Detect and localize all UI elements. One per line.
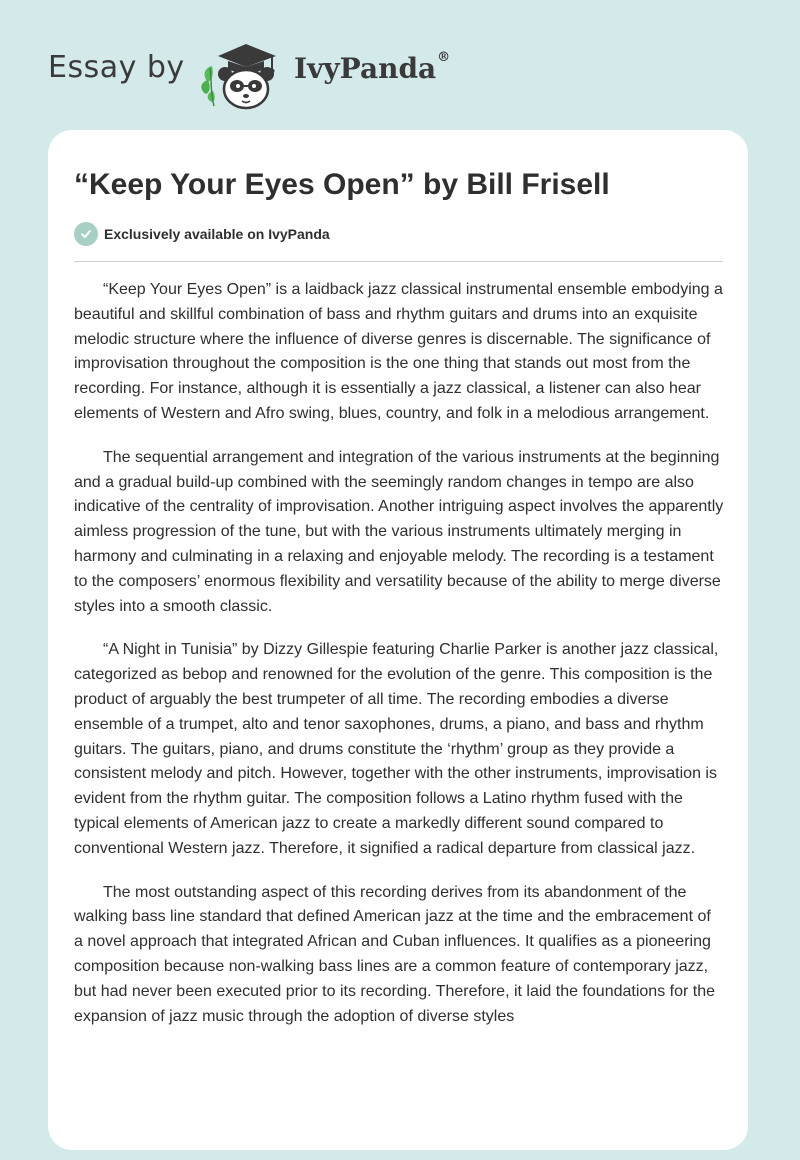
essay-title: “Keep Your Eyes Open” by Bill Frisell: [74, 168, 610, 201]
essay-card: [48, 130, 748, 1150]
exclusive-badge-label: Exclusively available on IvyPanda: [104, 226, 330, 242]
panda-graduation-cap-logo-icon[interactable]: [198, 36, 288, 114]
check-circle-icon: [74, 222, 98, 246]
title-divider: [74, 261, 723, 262]
essay-paragraph: The sequential arrangement and integration of the various instruments at the beginning and a gradual build-up combined with the seemingly random changes in tempo are also indicative of the centrality of improvisation. Another intriguing aspect involves the apparently aimless progression of the tune, but with the various instruments ultimately merging in harmony and culminating in a relaxing and enjoyable melody. The recording is a testament to the composers’ enormous flexibility and versatility because of the ability to merge diverse styles into a smooth classic.: [74, 448, 724, 615]
exclusive-badge: [74, 222, 330, 246]
essay-paragraph: The most outstanding aspect of this recording derives from its abandonment of the walking bass line standard that defined American jazz at the time and the embracement of a novel approach that integrated African and Cuban influences. It qualifies as a pioneering composition because non-walking bass lines are a common feature of contemporary jazz, but had never been executed prior to its recording. Therefore, it laid the foundations for the expansion of jazz music through the adoption of diverse styles: [74, 883, 715, 1025]
brand-name: IvyPanda: [294, 52, 437, 85]
registered-mark: ®: [437, 50, 451, 65]
essay-paragraph: “Keep Your Eyes Open” is a laidback jazz classical instrumental ensemble embodying a beautiful and skillful combination of bass and rhythm guitars and drums into an exquisite melodic structure where the influence of diverse genres is discernable. The significance of improvisation throughout the composition is the one thing that stands out most from the recording. For instance, although it is essentially a jazz classical, a listener can also hear elements of Western and Afro swing, blues, country, and folk in a melodious arrangement.: [74, 281, 723, 422]
brand-logo-text[interactable]: [294, 52, 450, 85]
essay-by-label: Essay by: [48, 50, 185, 85]
essay-body: [74, 278, 724, 1048]
site-header: [0, 0, 800, 130]
essay-paragraph: “A Night in Tunisia” by Dizzy Gillespie featuring Charlie Parker is another jazz classical, categorized as bebop and renowned for the evolution of the genre. This composition is the product of arguably the best trumpeter of all time. The recording embodies a diverse ensemble of a trumpet, alto and tenor saxophones, drums, a piano, and bass and rhythm guitars. The guitars, piano, and drums constitute the ‘rhythm’ group as they provide a consistent melody and pitch. However, together with the other instruments, improvisation is evident from the rhythm guitar. The composition follows a Latino rhythm fused with the typical elements of American jazz to create a markedly different sound compared to conventional Western jazz. Therefore, it signified a radical departure from classical jazz.: [74, 641, 719, 857]
